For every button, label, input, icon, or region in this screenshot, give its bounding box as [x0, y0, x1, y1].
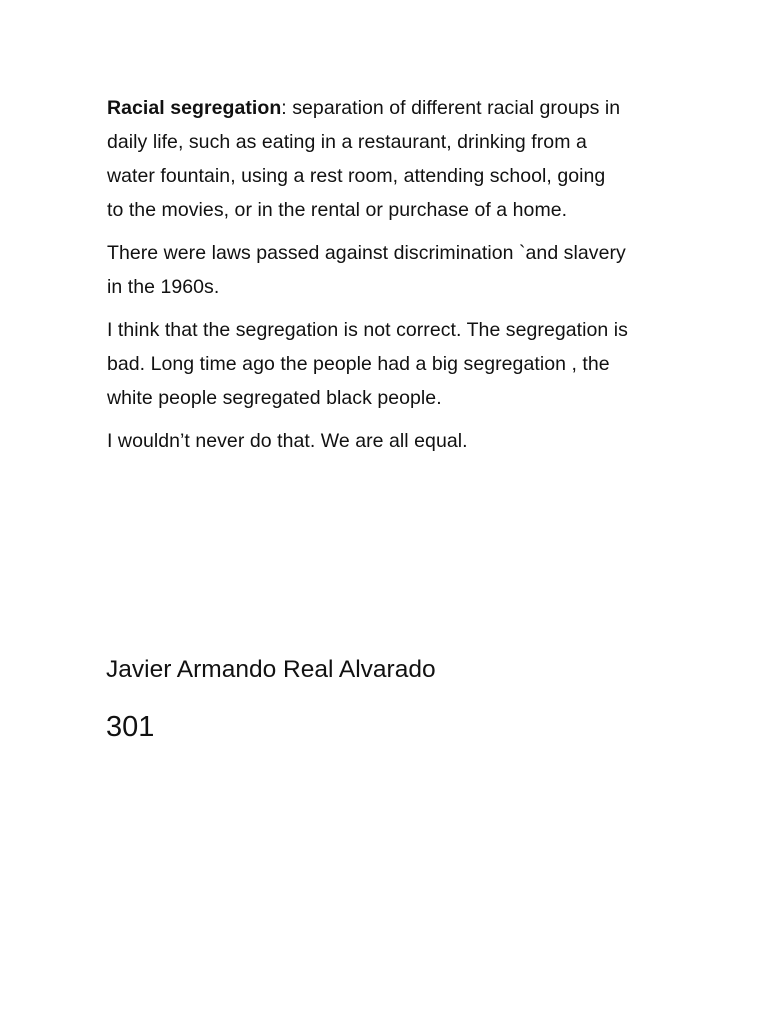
definition-term: Racial segregation — [107, 97, 282, 119]
laws-line: in the 1960s. — [107, 276, 220, 298]
definition-line: to the movies, or in the rental or purchase of a home. — [107, 199, 568, 221]
definition-line: water fountain, using a rest room, attending school, going — [107, 165, 606, 187]
conclusion-paragraph — [107, 424, 677, 458]
group-number: 301 — [106, 711, 155, 743]
definition-text: : separation of different racial groups in — [281, 97, 621, 119]
laws-paragraph — [107, 236, 677, 304]
definition-paragraph — [107, 91, 677, 227]
conclusion-line: I wouldn’t never do that. We are all equal. — [107, 430, 468, 452]
opinion-line: bad. Long time ago the people had a big segregation , the — [107, 353, 610, 375]
opinion-line: I think that the segregation is not correct. The segregation is — [107, 319, 628, 341]
definition-line — [107, 91, 677, 125]
opinion-paragraph — [107, 313, 677, 415]
definition-line: daily life, such as eating in a restaurant, drinking from a — [107, 131, 587, 153]
author-name: Javier Armando Real Alvarado — [106, 656, 436, 683]
document-body — [107, 91, 677, 467]
laws-line: There were laws passed against discrimination `and slavery — [107, 242, 626, 264]
opinion-line: white people segregated black people. — [107, 387, 442, 409]
